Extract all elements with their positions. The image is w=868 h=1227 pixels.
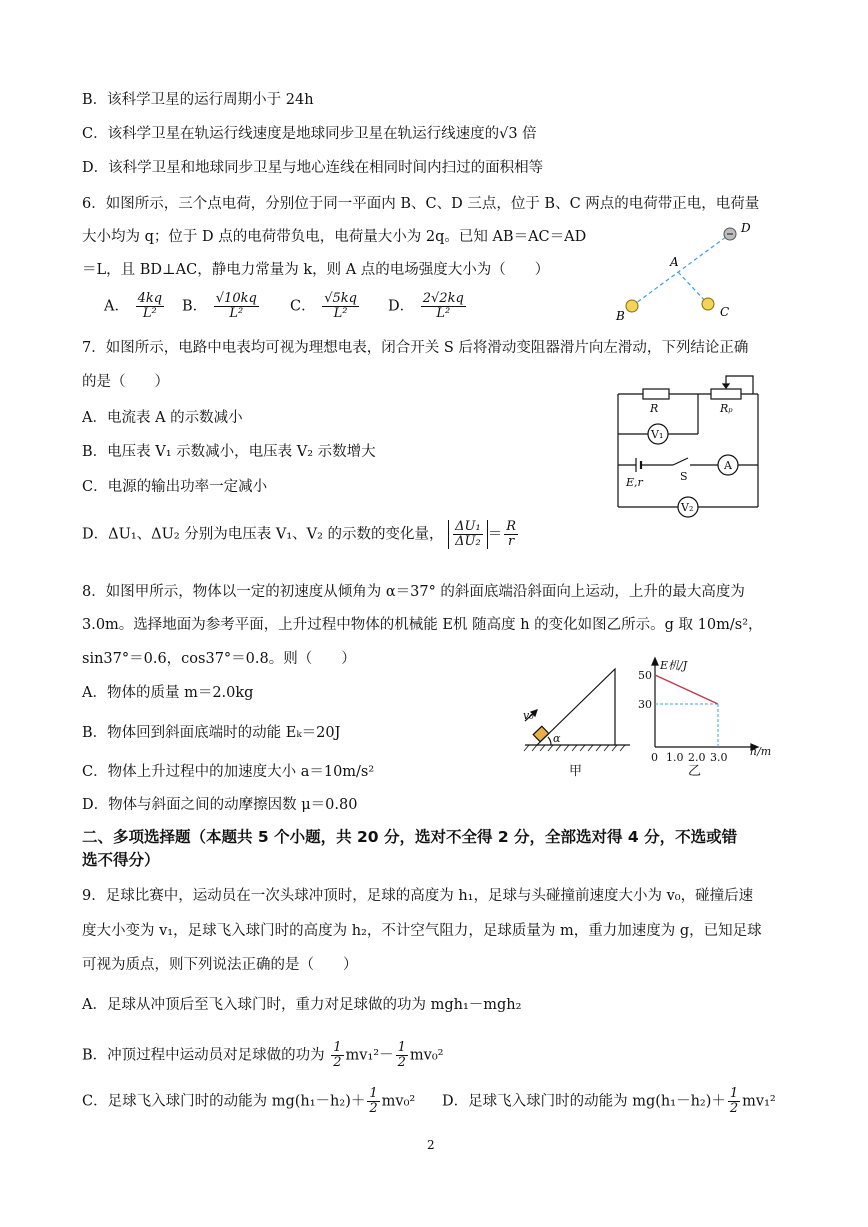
label-d: D (741, 222, 751, 235)
q5-option-d: D．该科学卫星和地球同步卫星与地心连线在相同时间内扫过的面积相等 (82, 160, 544, 176)
q8-option-b: B．物体回到斜面底端时的动能 Eₖ＝20J (82, 725, 341, 741)
q6-option-a-label: A． (104, 298, 129, 315)
rheostat-rp (711, 389, 741, 399)
den: 2 (397, 1055, 406, 1070)
num: 1 (369, 1086, 378, 1101)
q6-option-b-frac (214, 292, 259, 321)
q8-stem-2: 3.0m。选择地面为参考平面，上升过程中物体的机械能 E机 随高度 h 的变化如图乙所示。g 取 10m/s²， (82, 617, 763, 633)
xtick-1: 1.0 (666, 751, 684, 764)
den: L² (229, 306, 244, 321)
q5-option-c-text: C．该科学卫星在轨运行线速度是地球同步卫星在轨运行线速度的 (82, 126, 500, 142)
page-number: 2 (427, 1138, 435, 1152)
half (396, 1041, 408, 1070)
ytick-30: 30 (638, 698, 652, 711)
label-yi: 乙 (688, 764, 702, 779)
q6-option-c-label: C． (290, 298, 316, 315)
label-alpha: α (553, 732, 561, 745)
label-r: R (650, 402, 659, 415)
q9-option-d (442, 1087, 776, 1116)
num: R (506, 519, 516, 534)
den: L² (436, 306, 451, 321)
q7-circuit (608, 372, 768, 522)
den: 2 (729, 1101, 739, 1116)
section2-heading-2: 选不得分） (82, 851, 160, 869)
term2: mv₀² (409, 1047, 444, 1064)
label-ylabel: E机/J (660, 659, 688, 672)
sqrt3: √3 (499, 126, 518, 142)
label-rp: Rₚ (720, 402, 733, 415)
resistor-r (643, 389, 669, 399)
q7-option-a: A．电流表 A 的示数减小 (82, 410, 243, 426)
line-bd (632, 234, 730, 306)
charge-c (702, 298, 714, 310)
q5-option-c-suffix: 倍 (517, 126, 537, 142)
q9-option-d-text: D．足球飞入球门时的动能为 mg(h₁－h₂)＋ (442, 1093, 726, 1110)
num: 2√2kq (422, 291, 464, 306)
label-s: S (680, 470, 688, 483)
q6-option-a (104, 292, 166, 321)
q7-stem-1: 7．如图所示，电路中电表均可视为理想电表，闭合开关 S 后将滑动变阻器滑片向左滑动，下列结论正确 (82, 340, 749, 356)
q8-option-d: D．物体与斜面之间的动摩擦因数 μ＝0.80 (82, 797, 358, 813)
half (331, 1041, 343, 1070)
q6-option-b (182, 292, 261, 321)
num: 1 (729, 1086, 739, 1101)
label-a: A (670, 255, 679, 269)
label-v2: V₂ (681, 501, 694, 514)
q6-option-d-label: D． (388, 298, 415, 315)
q7-option-c: C．电源的输出功率一定减小 (82, 479, 268, 495)
block (533, 726, 549, 742)
q6-stem-3: ＝L，且 BD⊥AC，静电力常量为 k，则 A 点的电场强度大小为（ ） (82, 262, 550, 278)
q8-fig-yi (630, 655, 790, 785)
q6-option-b-label: B． (182, 298, 208, 315)
den: L² (333, 306, 348, 321)
eq: ＝ (487, 526, 503, 543)
charge-b (626, 300, 638, 312)
q6-option-d (388, 292, 468, 321)
term: mv₀² (381, 1093, 416, 1110)
q6-stem-2: 大小均为 q；位于 D 点的电荷带负电，电荷量大小为 2q。已知 AB＝AC＝AD (82, 229, 587, 245)
q9-option-b (82, 1041, 443, 1070)
q5-option-c (82, 124, 537, 144)
q6-stem-1: 6．如图所示，三个点电荷，分别位于同一平面内 B、C、D 三点，位于 B、C 两点的电荷带正电，电荷量 (82, 196, 760, 212)
q6-option-a-frac (136, 292, 164, 321)
q7-option-d (82, 520, 520, 549)
q8-option-c: C．物体上升过程中的加速度大小 a＝10m/s² (82, 764, 375, 780)
label-c: C (720, 305, 730, 319)
half (728, 1087, 740, 1116)
term: mv₁² (742, 1093, 776, 1110)
label-v1: V₁ (651, 428, 664, 441)
section2-heading-1: 二、多项选择题（本题共 5 个小题，共 20 分，选对不全得 2 分，全部选对得 4 分，不选或错 (82, 828, 738, 846)
term1: mv₁²－ (345, 1047, 394, 1064)
num: √5kq (324, 291, 357, 306)
q6-option-c-frac (322, 292, 359, 321)
q9-stem-1: 9．足球比赛中，运动员在一次头球冲顶时，足球的高度为 h₁，足球与头碰撞前速度大小为 v₀，碰撞后速 (82, 888, 754, 904)
q9-stem-3: 可视为质点，则下列说法正确的是（ ） (82, 957, 358, 973)
num: 1 (333, 1040, 342, 1055)
num: 4kq (137, 291, 163, 306)
q9-option-b-text: B．冲顶过程中运动员对足球做的功为 (82, 1047, 330, 1064)
label-er: E,r (626, 476, 643, 489)
q9-stem-2: 度大小变为 v₁，足球飞入球门时的高度为 h₂，不计空气阻力，足球质量为 m，重力加速度为 g，已知足球 (82, 923, 762, 939)
xtick-2: 2.0 (688, 751, 706, 764)
r-ratio (504, 520, 518, 549)
q8-option-a: A．物体的质量 m＝2.0kg (82, 685, 254, 701)
num: ΔU₁ (455, 519, 481, 534)
ytick-50: 50 (638, 669, 652, 682)
q7-option-d-text: D．ΔU₁、ΔU₂ 分别为电压表 V₁、V₂ 的示数的变化量， (82, 526, 444, 543)
energy-line (655, 675, 718, 704)
label-xlabel: h/m (750, 745, 772, 758)
den: 2 (333, 1055, 342, 1070)
den: 2 (369, 1101, 378, 1116)
q9-option-c-text: C．足球飞入球门时的动能为 mg(h₁－h₂)＋ (82, 1093, 366, 1110)
q9-option-a: A．足球从冲顶后至飞入球门时，重力对足球做的功为 mgh₁－mgh₂ (82, 997, 522, 1013)
q8-stem-1: 8．如图甲所示，物体以一定的初速度从倾角为 α＝37° 的斜面底端沿斜面向上运动，上升的最大高度为 (82, 584, 745, 600)
ratio (453, 520, 483, 549)
label-v0: v₀ (523, 709, 534, 722)
num: √10kq (215, 291, 257, 306)
label-jia: 甲 (569, 764, 583, 779)
q9-option-c (82, 1087, 415, 1116)
den: ΔU₂ (455, 534, 481, 549)
line-ac (678, 272, 708, 304)
q8-fig-jia (515, 655, 635, 785)
label-b: B (616, 309, 625, 322)
q6-option-d-frac (421, 292, 466, 321)
q5-option-b: B．该科学卫星的运行周期小于 24h (82, 92, 314, 108)
q7-option-b: B．电压表 V₁ 示数减小，电压表 V₂ 示数增大 (82, 444, 376, 460)
label-a: A (724, 459, 732, 472)
xtick-3: 3.0 (710, 751, 728, 764)
abs-ratio (448, 520, 488, 549)
q6-figure (608, 222, 758, 322)
num: 1 (397, 1040, 406, 1055)
half (367, 1087, 379, 1116)
q8-stem-3: sin37°＝0.6，cos37°＝0.8。则（ ） (82, 651, 356, 667)
q6-option-c (290, 292, 361, 321)
den: L² (142, 306, 157, 321)
xtick-0: 0 (651, 751, 658, 764)
den: r (507, 534, 515, 549)
q7-stem-2: 的是（ ） (82, 374, 169, 390)
